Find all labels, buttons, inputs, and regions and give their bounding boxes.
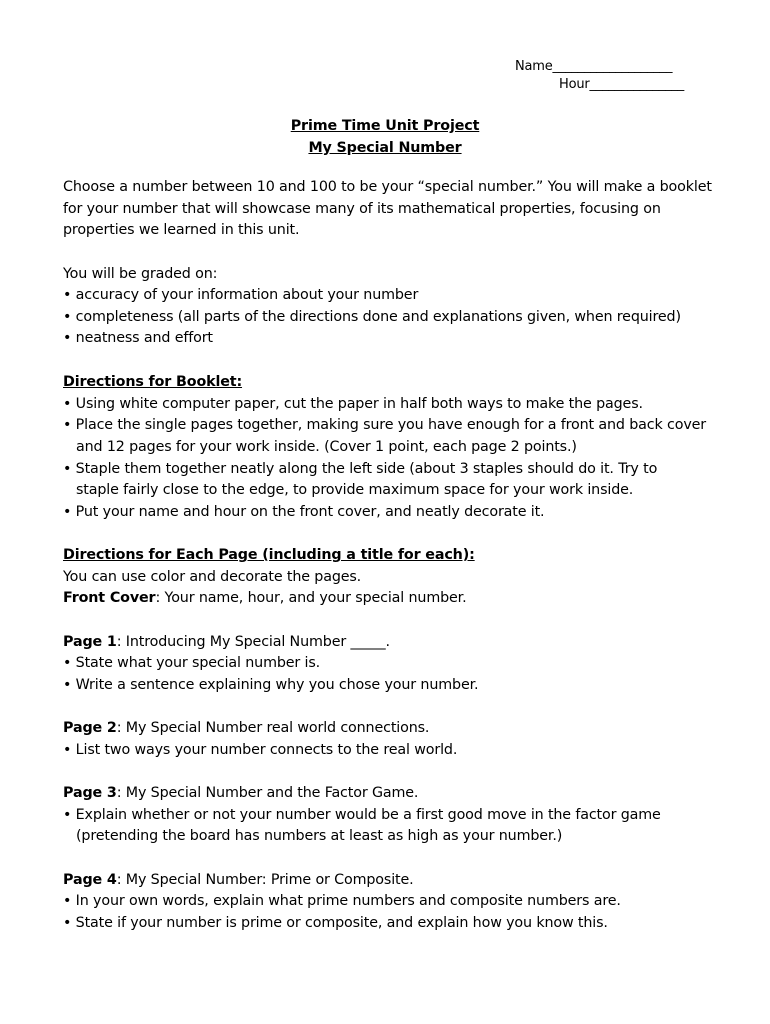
document-title: Prime Time Unit Project	[290, 118, 480, 134]
intro-line-2: for your number that will showcase many of its mathematical properties, focusing on	[63, 201, 661, 217]
page-3-item-continuation: (pretending the board has numbers at least as high as your number.)	[76, 828, 563, 844]
page-3-label: Page 3	[63, 785, 117, 801]
page-1-item: • Write a sentence explaining why you chose your number.	[63, 677, 479, 693]
front-cover-text: : Your name, hour, and your special number.	[155, 590, 467, 606]
page-2-item: • List two ways your number connects to the real world.	[63, 742, 458, 758]
page-2-heading	[63, 718, 429, 740]
hour-field-label: Hour_______________	[559, 77, 685, 92]
page-4-text: : My Special Number: Prime or Composite.	[116, 872, 414, 888]
page-4-item: • In your own words, explain what prime numbers and composite numbers are.	[63, 893, 621, 909]
page-4-heading	[63, 870, 414, 892]
booklet-direction-item: • Staple them together neatly along the left side (about 3 staples should do it. Try to	[63, 461, 658, 477]
page-1-label: Page 1	[63, 634, 117, 650]
front-cover-label: Front Cover	[63, 590, 156, 606]
grading-item: • completeness (all parts of the directions done and explanations given, when required)	[63, 309, 681, 325]
page-4-label: Page 4	[63, 872, 117, 888]
page-4-item: • State if your number is prime or composite, and explain how you know this.	[63, 915, 608, 931]
page-2-text: : My Special Number real world connections.	[116, 720, 430, 736]
grading-heading: You will be graded on:	[63, 266, 218, 282]
page-1-heading	[63, 632, 390, 654]
front-cover-line	[63, 588, 467, 610]
booklet-direction-item: • Using white computer paper, cut the paper in half both ways to make the pages.	[63, 396, 643, 412]
intro-line-3: properties we learned in this unit.	[63, 222, 300, 238]
grading-item: • neatness and effort	[63, 330, 213, 346]
booklet-directions-heading: Directions for Booklet:	[63, 374, 243, 390]
page-directions-heading: Directions for Each Page (including a title for each):	[63, 547, 475, 563]
page-3-heading	[63, 783, 418, 805]
color-note: You can use color and decorate the pages.	[63, 569, 362, 585]
booklet-direction-item: • Place the single pages together, making sure you have enough for a front and back cover	[63, 417, 707, 433]
page-1-text: : Introducing My Special Number _____.	[116, 634, 390, 650]
page-3-text: : My Special Number and the Factor Game.	[116, 785, 419, 801]
booklet-direction-item: • Put your name and hour on the front cover, and neatly decorate it.	[63, 504, 545, 520]
booklet-direction-continuation: staple fairly close to the edge, to provide maximum space for your work inside.	[76, 482, 634, 498]
name-field-label: Name___________________	[515, 59, 673, 74]
page-3-item: • Explain whether or not your number would be a first good move in the factor game	[63, 807, 661, 823]
page-2-label: Page 2	[63, 720, 117, 736]
grading-item: • accuracy of your information about your number	[63, 287, 419, 303]
page-1-item: • State what your special number is.	[63, 655, 321, 671]
intro-line-1: Choose a number between 10 and 100 to be your “special number.” You will make a booklet	[63, 179, 712, 195]
booklet-direction-continuation: and 12 pages for your work inside. (Cover 1 point, each page 2 points.)	[76, 439, 577, 455]
document-subtitle: My Special Number	[308, 140, 462, 156]
